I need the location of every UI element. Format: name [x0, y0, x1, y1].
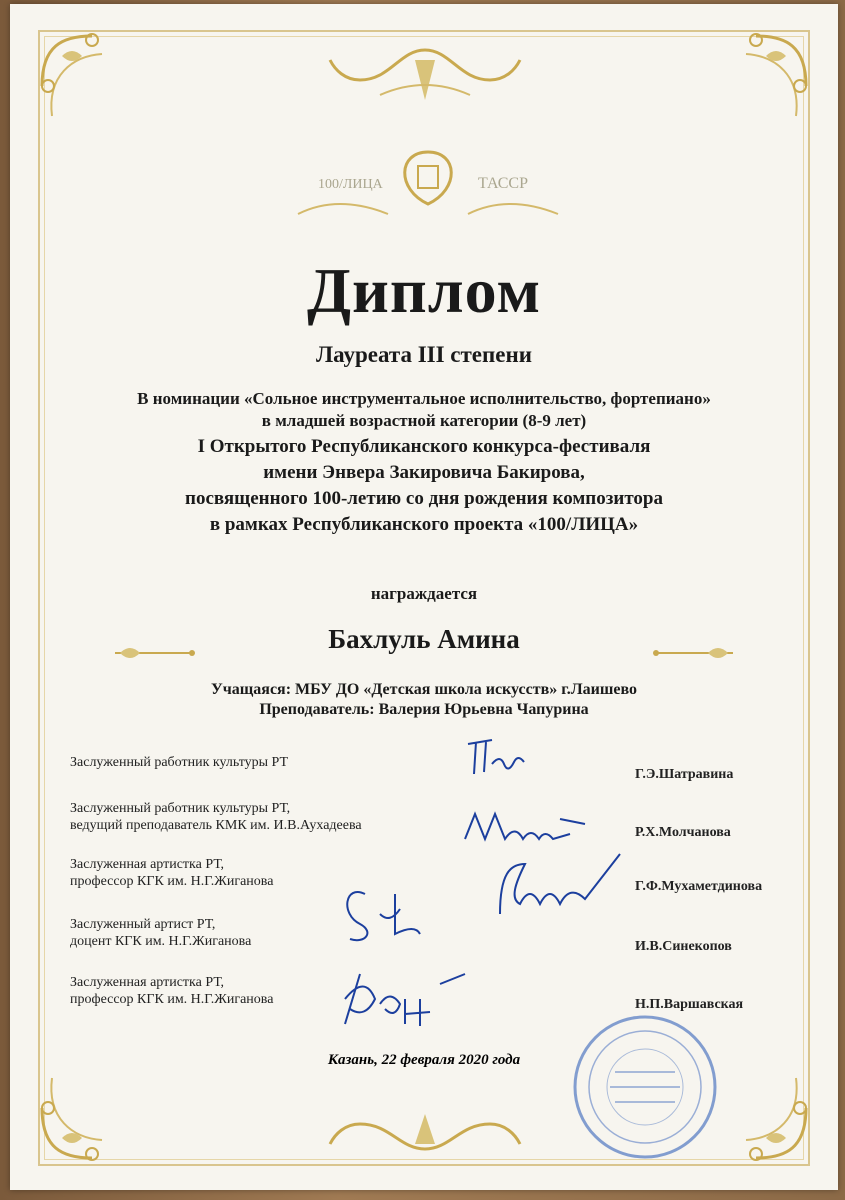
corner-ornament-top-left	[32, 26, 152, 146]
recipient-name: Бахлуль Амина	[328, 624, 520, 654]
contest-line: имени Энвера Закировича Бакирова,	[263, 462, 585, 483]
jury-name: Г.Э.Шатравина	[635, 767, 734, 782]
contest-block	[10, 434, 838, 538]
contest-line: I Открытого Республиканского конкурса-фестиваля	[197, 436, 651, 457]
top-center-ornament	[320, 40, 530, 110]
emblem-logo	[278, 144, 578, 234]
school-block	[10, 680, 838, 720]
signature-mukhametdinova	[470, 844, 630, 924]
signature-varshavskaya	[335, 954, 475, 1044]
jury-role: Заслуженный артист РТ, доцент КГК им. Н.Г.Жиганова	[70, 917, 252, 949]
teacher-line: Преподаватель: Валерия Юрьевна Чапурина	[259, 701, 589, 718]
jury-name: Н.П.Варшавская	[635, 997, 744, 1012]
jury-role: Заслуженный работник культуры РТ, ведущий преподаватель КМК им. И.В.Аухадеева	[70, 801, 362, 833]
diploma-title: Диплом	[306, 255, 542, 326]
issue-date: Казань, 22 февраля 2020 года	[327, 1052, 521, 1068]
jury-name: Р.Х.Молчанова	[635, 825, 731, 840]
jury-role: Заслуженная артистка РТ, профессор КГК им. Н.Г.Жиганова	[70, 857, 274, 889]
emblem-left-text: 100/ЛИЦА	[318, 177, 383, 192]
diploma-sheet	[10, 4, 838, 1190]
student-line: Учащаяся: МБУ ДО «Детская школа искусств» г.Лаишево	[211, 681, 637, 698]
jury-name: Г.Ф.Мухаметдинова	[635, 879, 763, 894]
nomination-line: в младшей возрастной категории (8-9 лет)	[261, 411, 587, 430]
jury-name: И.В.Синекопов	[635, 939, 732, 954]
laureate-degree: Лауреата III степени	[316, 342, 532, 367]
nomination-line: В номинации «Сольное инструментальное исполнительство, фортепиано»	[137, 389, 711, 408]
contest-line: посвященного 100-летию со дня рождения композитора	[185, 488, 663, 509]
jury-role: Заслуженный работник культуры РТ	[70, 755, 289, 770]
bottom-center-ornament	[320, 1109, 530, 1159]
awarded-text: награждается	[370, 584, 478, 603]
divider-ornament-right	[648, 640, 738, 666]
jury-role: Заслуженная артистка РТ, профессор КГК им. Н.Г.Жиганова	[70, 975, 274, 1007]
contest-line: в рамках Республиканского проекта «100/ЛИЦА»	[209, 514, 639, 535]
nomination-block	[10, 388, 838, 432]
corner-ornament-top-right	[696, 26, 816, 146]
signature-sinekopov	[335, 874, 435, 954]
emblem-right-text: ТАССР	[478, 175, 528, 192]
signature-shatravina	[462, 734, 542, 784]
official-stamp	[570, 1012, 720, 1162]
